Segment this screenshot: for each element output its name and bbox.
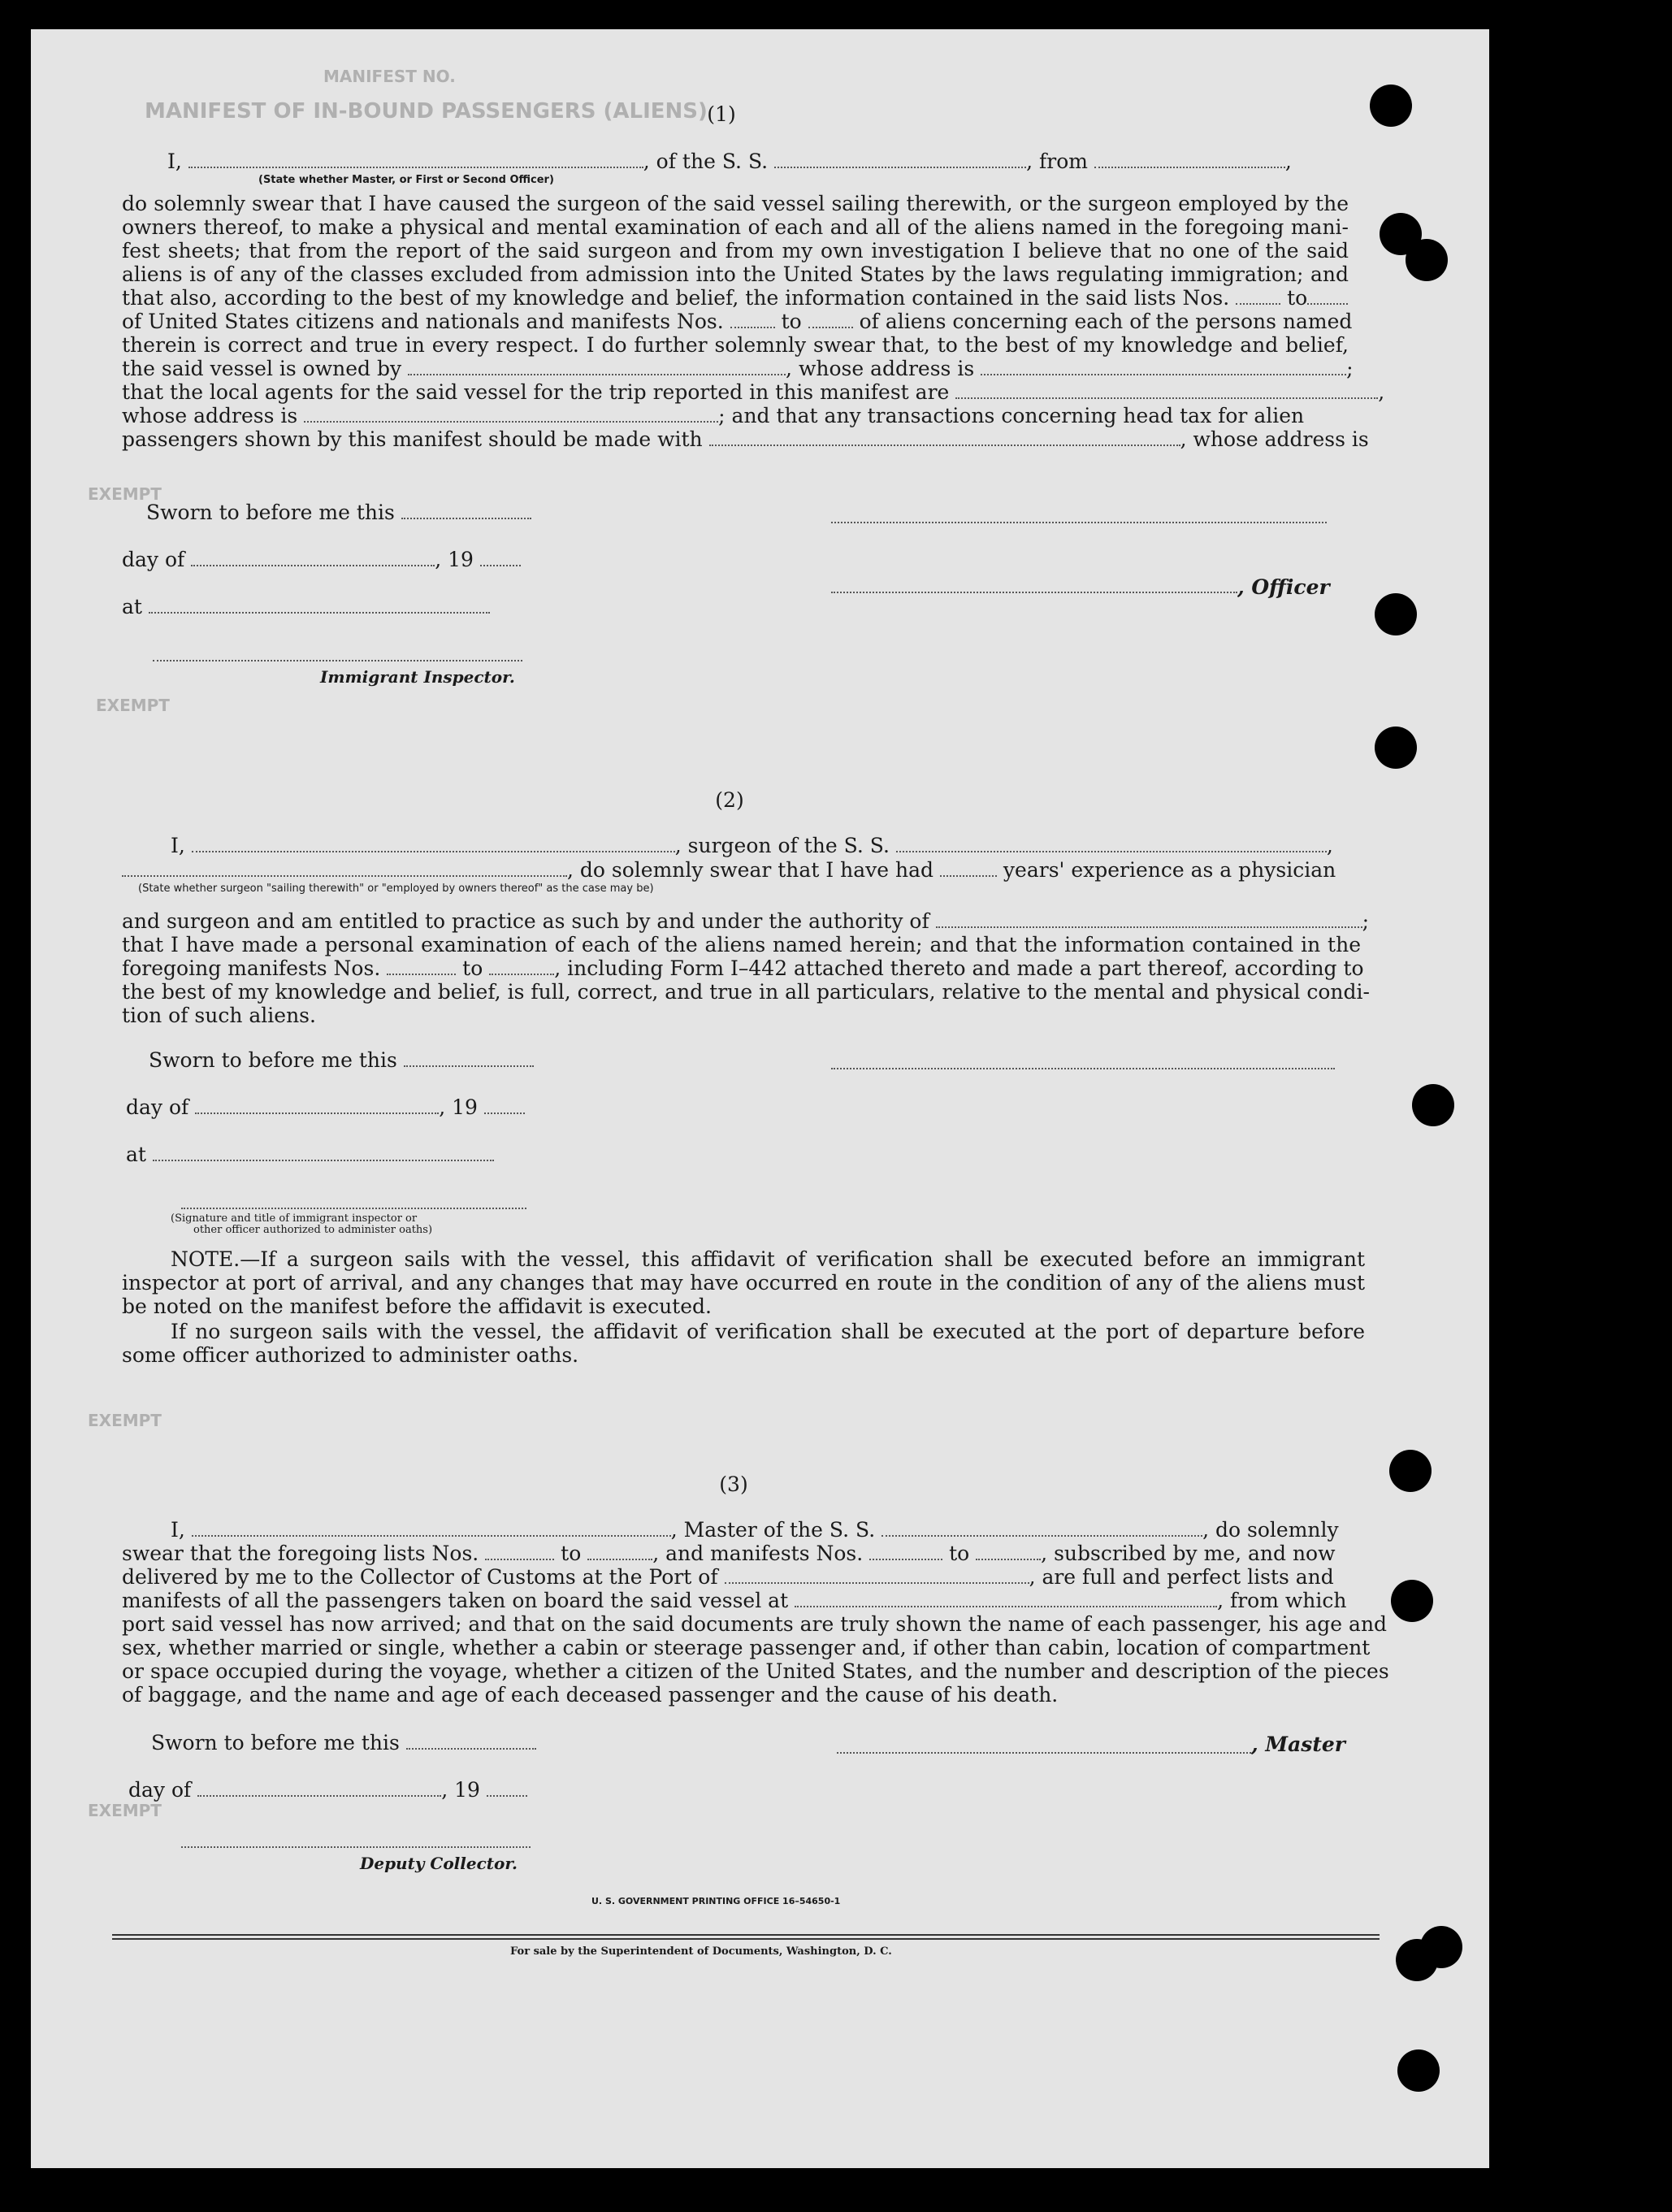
s1-line-11: [122, 404, 1304, 428]
s3-line-6: sex, whether married or single, whether a cabin or steerage passenger and, if other than cabin, location of compartment: [122, 1636, 1371, 1659]
s1-text: that the local agents for the said vessel for the trip reported in this manifest are: [122, 380, 950, 404]
s2-note-1: NOTE.—If a surgeon sails with the vessel, this affidavit of verification shall be executed before an immigrant: [171, 1247, 1365, 1271]
s1-officer-rank-field[interactable]: [188, 152, 643, 168]
s3-line-7: or space occupied during the voyage, whether a citizen of the United States, and the number and description of the pieces: [122, 1659, 1389, 1683]
s2-sig-caption-2: other officer authorized to administer oaths): [193, 1224, 433, 1236]
s2-text: ;: [1362, 909, 1370, 933]
s2-authority-field[interactable]: [936, 912, 1362, 928]
s3-lists-from-field[interactable]: [485, 1544, 554, 1560]
s3-lists-to-field[interactable]: [587, 1544, 652, 1560]
s3-day-field[interactable]: [197, 1780, 441, 1797]
s3-day-text: day of: [128, 1778, 192, 1802]
s1-line-9: [122, 357, 1354, 381]
s1-owner-address-field[interactable]: [981, 359, 1346, 375]
s2-text: to: [462, 956, 483, 980]
s2-year-field[interactable]: [484, 1098, 525, 1114]
section-2-number: (2): [715, 788, 744, 812]
s3-year-text: , 19: [441, 1778, 480, 1802]
s3-sworn-text: Sworn to before me this: [151, 1731, 400, 1754]
s3-sworn-date-field[interactable]: [406, 1733, 536, 1750]
s1-agents-field[interactable]: [955, 383, 1378, 399]
s3-port-field[interactable]: [725, 1568, 1029, 1584]
s1-sworn-text: Sworn to before me this: [146, 501, 395, 524]
s1-lists-from-field[interactable]: [1236, 288, 1280, 305]
s2-day-line: [126, 1095, 525, 1120]
s1-from-field[interactable]: [1094, 152, 1285, 168]
s2-text: , including Form I–442 attached thereto and made a part thereof, according to: [554, 956, 1364, 980]
s1-manifests-from-field[interactable]: [730, 312, 775, 328]
s1-officer-signature-line[interactable]: [831, 522, 1327, 523]
s2-surgeon-signature-line[interactable]: [831, 1068, 1335, 1069]
s1-line-12: [122, 427, 1369, 452]
s1-text: the said vessel is owned by: [122, 357, 402, 380]
s3-text: , subscribed by me, and now: [1041, 1542, 1336, 1565]
s3-master-signature-line[interactable]: [837, 1752, 1251, 1754]
punch-hole: [1406, 239, 1448, 281]
printing-office-imprint: U. S. GOVERNMENT PRINTING OFFICE 16–54650-1: [591, 1896, 841, 1906]
s2-years-field[interactable]: [940, 861, 997, 877]
s1-line-1: [167, 150, 1292, 174]
s3-text: , do solemnly: [1202, 1518, 1339, 1542]
s2-year-text: , 19: [439, 1095, 478, 1119]
s3-manifests-from-field[interactable]: [869, 1544, 942, 1560]
s2-at-line: [126, 1143, 494, 1167]
s1-day-line: [122, 548, 521, 572]
s1-line-7: [122, 310, 1352, 334]
s1-year-text: , 19: [435, 548, 474, 571]
s3-day-line: [128, 1778, 527, 1802]
s2-day-field[interactable]: [195, 1098, 439, 1114]
s3-text: swear that the foregoing lists Nos.: [122, 1542, 479, 1565]
s2-text: , surgeon of the S. S.: [674, 834, 890, 857]
s2-line-5: [122, 956, 1364, 981]
s1-text: ,: [1378, 380, 1385, 404]
s1-line-6: [122, 286, 1348, 310]
s1-text: of aliens concerning each of the persons named: [859, 310, 1353, 333]
punch-hole: [1412, 1084, 1454, 1126]
s1-at-text: at: [122, 595, 142, 618]
s3-text: , Master of the S. S.: [670, 1518, 876, 1542]
s2-note-5: some officer authorized to administer oaths.: [122, 1343, 579, 1367]
s2-text: I,: [171, 834, 185, 857]
punch-hole: [1375, 726, 1417, 769]
s3-master-name-field[interactable]: [192, 1520, 671, 1537]
s1-owner-field[interactable]: [408, 359, 786, 375]
s2-text: , do solemnly swear that I have had: [567, 858, 934, 882]
s2-sworn-date-field[interactable]: [404, 1051, 534, 1067]
s3-line-5: port said vessel has now arrived; and that on the said documents are truly shown the name of each passenger, his age and: [122, 1612, 1388, 1636]
bleed-exempt: EXEMPT: [88, 484, 162, 504]
s1-text: I,: [167, 150, 182, 173]
s3-master-label: , Master: [1251, 1733, 1345, 1756]
s2-sworn-label: [149, 1048, 534, 1073]
bleed-title: MANIFEST OF IN-BOUND PASSENGERS (ALIENS): [145, 99, 708, 124]
s1-text: that also, according to the best of my knowledge and belief, the information contained in the said lists Nos.: [122, 286, 1230, 310]
s2-line-7: tion of such aliens.: [122, 1004, 316, 1027]
s2-inspector-signature-line[interactable]: [181, 1208, 526, 1209]
s1-text: ,: [1284, 150, 1292, 173]
s2-vessel-field[interactable]: [896, 836, 1327, 852]
s1-line-8: therein is correct and true in every respect. I do further solemnly swear that, to the best of my knowledge and belief,: [122, 333, 1349, 357]
s2-sig-caption-1: (Signature and title of immigrant inspector or: [171, 1212, 418, 1225]
s3-text: , and manifests Nos.: [652, 1542, 864, 1565]
s1-day-field[interactable]: [191, 550, 435, 566]
s2-manifests-from-field[interactable]: [387, 959, 456, 975]
s1-text: ; and that any transactions concerning head tax for alien: [718, 404, 1305, 427]
s1-text: passengers shown by this manifest should be made with: [122, 427, 703, 451]
s2-manifests-to-field[interactable]: [489, 959, 554, 975]
s3-text: manifests of all the passengers taken on board the said vessel at: [122, 1589, 789, 1612]
s1-para-2: owners thereof, to make a physical and mental examination of each and all of the aliens named in the foregoing mani-: [122, 215, 1349, 239]
s2-note-4: If no surgeon sails with the vessel, the affidavit of verification shall be executed at the port of departure before: [171, 1320, 1365, 1343]
s2-line-4: that I have made a personal examination of each of the aliens named herein; and that the information contained in the: [122, 933, 1361, 956]
s1-agents-address-field[interactable]: [304, 406, 718, 423]
s3-text: I,: [171, 1518, 185, 1542]
s3-text: to: [561, 1542, 582, 1565]
s2-text: years' experience as a physician: [1003, 858, 1336, 882]
s2-text: and surgeon and am entitled to practice as such by and under the authority of: [122, 909, 929, 933]
s1-text: , from: [1026, 150, 1088, 173]
s1-text: ;: [1346, 357, 1354, 380]
bleed-exempt: EXEMPT: [96, 696, 170, 715]
bleed-exempt: EXEMPT: [88, 1801, 162, 1820]
s1-inspector-signature-line[interactable]: [153, 660, 522, 661]
s3-deputy-label: Deputy Collector.: [360, 1854, 518, 1873]
s1-text: whose address is: [122, 404, 298, 427]
s1-inspector-label: Immigrant Inspector.: [320, 667, 515, 687]
s3-manifests-to-field[interactable]: [976, 1544, 1041, 1560]
bleed-manifest-no: MANIFEST NO.: [323, 67, 456, 86]
s1-text: , whose address is: [786, 357, 975, 380]
s2-line-3: [122, 909, 1369, 934]
s1-at-line: [122, 595, 490, 619]
s2-line-6: the best of my knowledge and belief, is full, correct, and true in all particulars, relative to the mental and physical condi-: [122, 980, 1370, 1004]
s3-text: delivered by me to the Collector of Customs at the Port of: [122, 1565, 718, 1589]
s1-text: to: [781, 310, 802, 333]
s1-text: , of the S. S.: [643, 150, 769, 173]
s2-surgeon-name-field[interactable]: [192, 836, 675, 852]
s3-departure-field[interactable]: [795, 1591, 1217, 1607]
punch-hole: [1370, 85, 1412, 127]
s1-text: , whose address is: [1180, 427, 1369, 451]
s1-para-1: do solemnly swear that I have caused the surgeon of the said vessel sailing therewith, or the surgeon employed by the: [122, 192, 1349, 215]
footer-rule: [112, 1938, 1380, 1940]
section-3-number: (3): [719, 1472, 748, 1496]
s2-at-text: at: [126, 1143, 146, 1166]
s2-status-caption: (State whether surgeon "sailing therewith" or "employed by owners thereof" as the case may be): [138, 883, 654, 895]
document-page: [31, 29, 1489, 2168]
punch-hole: [1391, 1580, 1433, 1622]
s2-line-2: [122, 858, 1336, 883]
s3-text: , from which: [1217, 1589, 1347, 1612]
section-1-number: (1): [707, 102, 736, 126]
s3-line-2: [122, 1542, 1336, 1566]
punch-hole: [1397, 2049, 1440, 2092]
s3-text: , are full and perfect lists and: [1029, 1565, 1334, 1589]
s1-rank-caption: (State whether Master, or First or Second Officer): [258, 174, 554, 186]
footer-rule: [112, 1934, 1380, 1936]
s1-text: of United States citizens and nationals and manifests Nos.: [122, 310, 724, 333]
punch-hole: [1375, 593, 1417, 635]
punch-hole: [1389, 1450, 1432, 1492]
s3-line-3: [122, 1565, 1334, 1590]
s3-vessel-field[interactable]: [881, 1520, 1202, 1537]
s3-sworn-label: [151, 1731, 536, 1755]
s3-line-4: [122, 1589, 1346, 1613]
s1-vessel-field[interactable]: [774, 152, 1026, 168]
s3-deputy-signature-line[interactable]: [181, 1846, 531, 1848]
s2-text: ,: [1326, 834, 1333, 857]
bleed-exempt: EXEMPT: [88, 1411, 162, 1430]
s3-line-8: of baggage, and the name and age of each deceased passenger and the cause of his death.: [122, 1683, 1059, 1707]
s1-day-text: day of: [122, 548, 185, 571]
s1-text: to: [1287, 286, 1308, 310]
s1-officer-title-line[interactable]: [831, 592, 1237, 593]
s3-text: to: [949, 1542, 970, 1565]
s2-note-3: be noted on the manifest before the affidavit is executed.: [122, 1295, 712, 1318]
s1-head-tax-field[interactable]: [709, 430, 1180, 446]
s2-at-field[interactable]: [153, 1145, 494, 1161]
s2-note-2: inspector at port of arrival, and any changes that may have occurred en route in the condition of any of the aliens must: [122, 1271, 1365, 1295]
s3-year-field[interactable]: [487, 1780, 527, 1797]
s1-para-4: aliens is of any of the classes excluded from admission into the United States by the laws regulating immigration; and: [122, 262, 1349, 286]
s2-line-1: [171, 834, 1333, 858]
s2-day-text: day of: [126, 1095, 189, 1119]
s2-sworn-text: Sworn to before me this: [149, 1048, 397, 1072]
s2-surgeon-status-field[interactable]: [122, 861, 567, 877]
s1-sworn-label: [146, 501, 531, 525]
sale-notice: For sale by the Superintendent of Documents, Washington, D. C.: [510, 1945, 892, 1958]
s1-sworn-date-field[interactable]: [401, 503, 531, 519]
s1-year-field[interactable]: [480, 550, 521, 566]
s1-officer-label: , Officer: [1237, 575, 1330, 599]
punch-hole: [1420, 1926, 1462, 1968]
s1-line-10: [122, 380, 1384, 405]
s3-line-1: [171, 1518, 1339, 1542]
s1-manifests-to-field[interactable]: [808, 312, 853, 328]
s2-text: foregoing manifests Nos.: [122, 956, 381, 980]
s1-at-field[interactable]: [149, 597, 490, 614]
s1-lists-to-field[interactable]: [1307, 288, 1348, 305]
s1-para-3: fest sheets; that from the report of the said surgeon and from my own investigation I believe that no one of the said: [122, 239, 1349, 262]
